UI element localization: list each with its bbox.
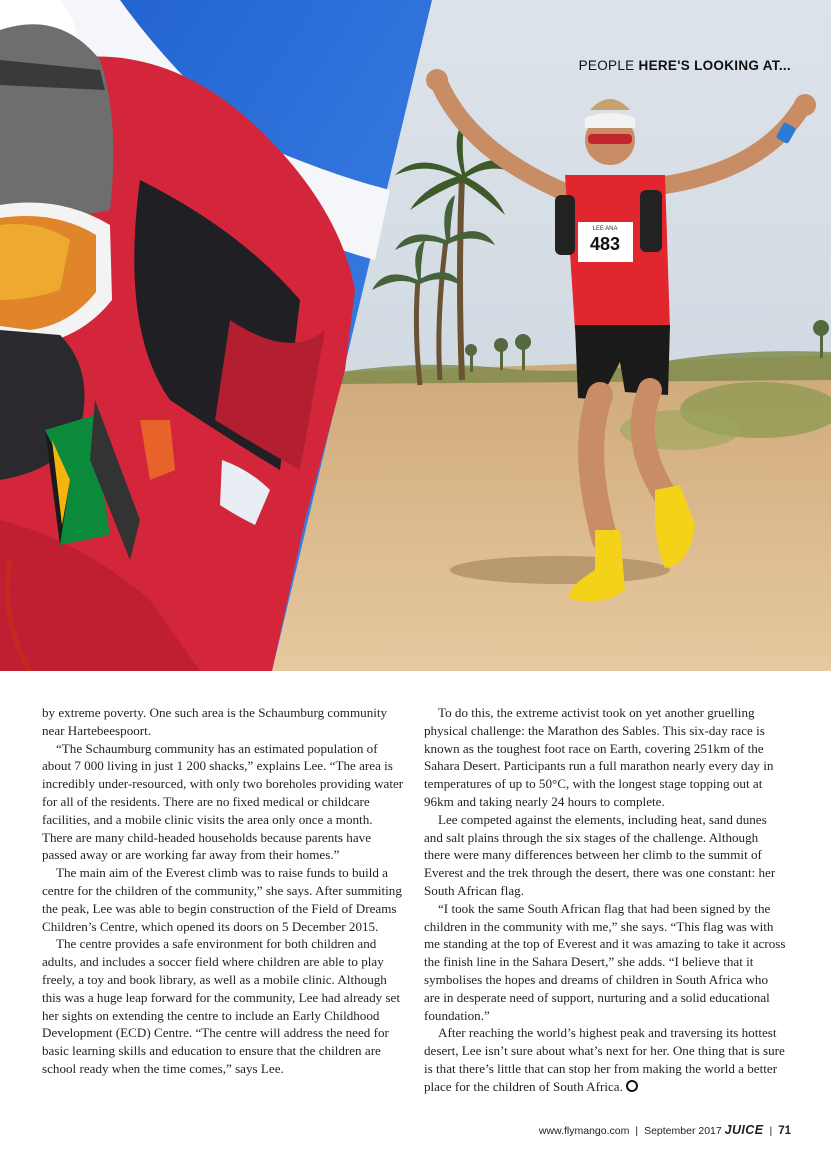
paragraph: The centre provides a safe environment for both children and adults, and includes a soccer field where children are able to play freely, a toy and book library, as well as a mobile clinic. Although this was a huge leap forward for the community, Lee had already set her sights on extending the centre to include an Early Childhood Development (ECD) Centre. “The centre will address the need for basic learning skills and education to ensure that the children are school ready when the time comes,” says Lee. [42, 936, 401, 1076]
paragraph: “I took the same South African flag that had been signed by the children in the community with me,” she says. “This flag was with me standing at the top of Everest and it was amazing to take it across the finish line in the Sahara Desert,” she adds. “I believe that it symbolises the hopes and dreams of children in South Africa who are in desperate need of support, nurturing and a solid educational foundation.” [424, 900, 786, 1023]
page-number: 71 [778, 1125, 791, 1137]
paragraph: The main aim of the Everest climb was to raise funds to build a centre for the children of the community,” she says. After summiting the peak, Lee was able to begin construction of the Field of Dreams Children’s Centre, which opened its doors on 5 December 2015. [42, 865, 402, 934]
article-column-left [42, 704, 404, 1078]
paragraph: Lee competed against the elements, including heat, sand dunes and salt plains through the six stages of the challenge. Although there were many differences between her climb to the summit of Everest and the trek through the desert, there was one constant: her South African flag. [424, 811, 776, 898]
bib-name: LEE ANA [592, 226, 618, 232]
paragraph: To do this, the extreme activist took on yet another gruelling physical challenge: the Marathon des Sables. This six-day race is known as the toughest foot race on Earth, covering 251km of the Sahara Desert. Participants run a full marathon nearly every day in temperatures of up to 50°C, with the longest stage topping out at 96km and taking nearly 24 hours to complete. [424, 705, 774, 809]
paragraph-text: After reaching the world’s highest peak and traversing its hottest desert, Lee isn’t sure about what’s next for her. One thing that is sure is that there’s little that can stop her from making the world a better place for the children of South Africa. [424, 1025, 785, 1094]
section-header [579, 58, 791, 73]
paragraph: “The Schaumburg community has an estimated population of about 7 000 living in just 1 200 shacks,” explains Lee. “The area is incredibly under-resourced, with only two boreholes providing water for all of the residents. There are no fixed medical or childcare facilities, and a mobile clinic visits the area only once a month. There are many child-headed households because parents have passed away or are working far away from their homes.” [42, 740, 404, 863]
section-label: PEOPLE [578, 58, 635, 73]
footer-brand: JUICE [724, 1123, 764, 1137]
footer-issue: September 2017 [644, 1125, 722, 1137]
end-of-article-icon [626, 1080, 638, 1092]
page-footer: www.flymango.com | September 2017 JUICE | 71 [538, 1123, 791, 1137]
bib-number: 483 [589, 234, 621, 254]
paragraph-last [424, 1024, 786, 1095]
paragraph: by extreme poverty. One such area is the Schaumburg community near Hartebeespoort. [42, 705, 388, 738]
section-title: HERE'S LOOKING AT... [638, 58, 791, 73]
article-column-right [424, 704, 786, 1096]
footer-website: www.flymango.com [538, 1125, 630, 1137]
